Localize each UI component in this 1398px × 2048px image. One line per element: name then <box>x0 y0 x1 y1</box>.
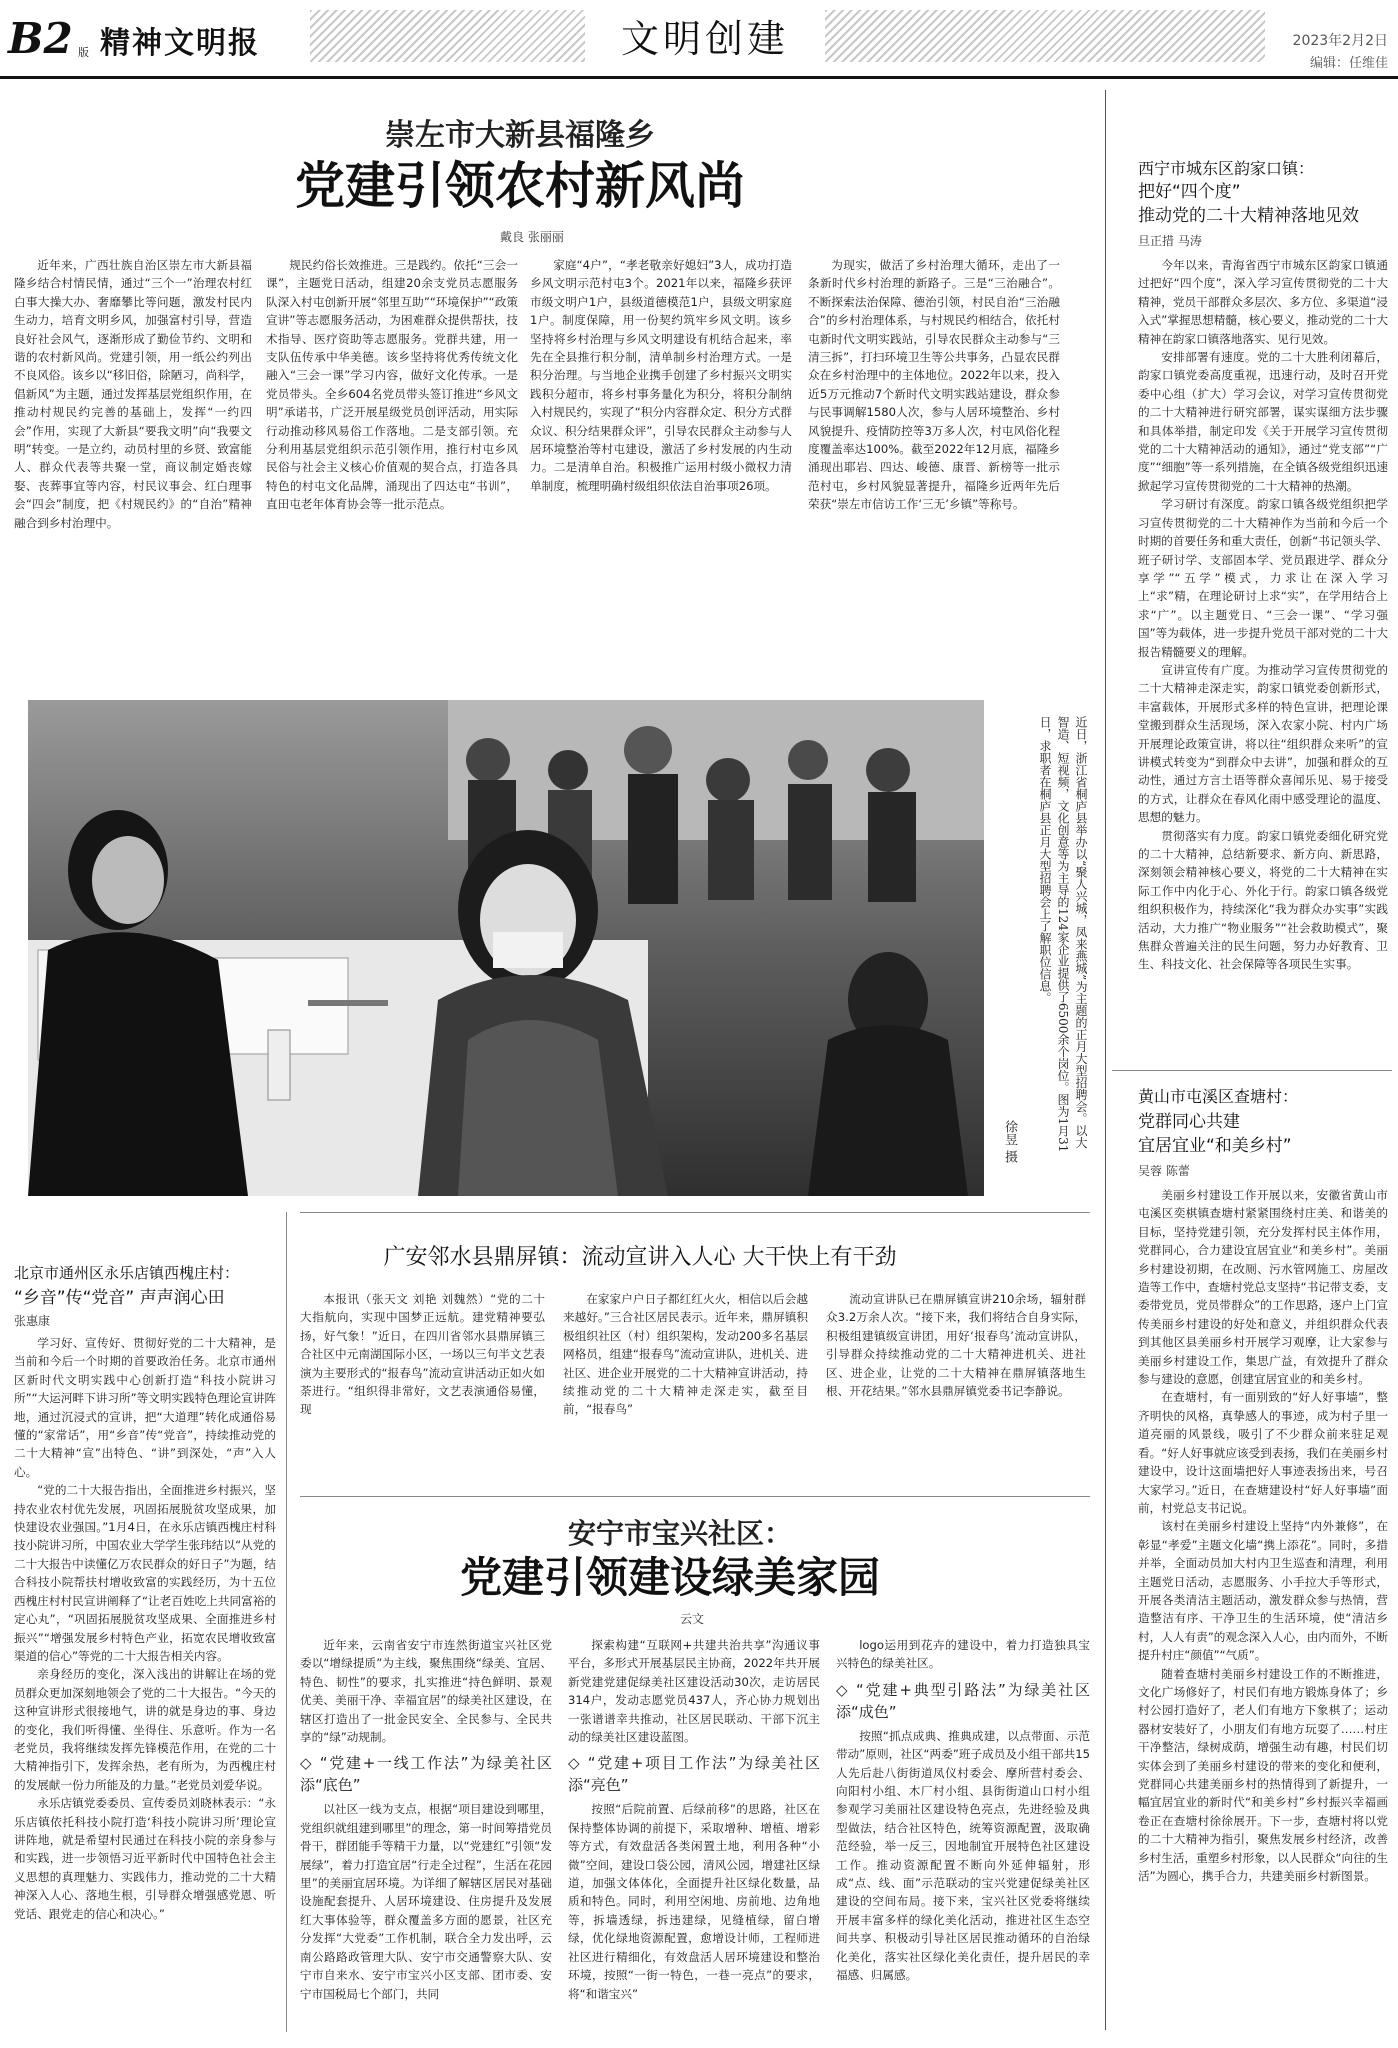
anning-paragraph: 近年来，云南省安宁市连然街道宝兴社区党委以“增绿提质”为主线，聚焦围绕“绿美、宜居、特色、韧性”的要求，扎实推进“持色鲜明、景观优美、美丽干净、幸福宜居”的绿美社区建设，在辖区打造出了一批金民安全、全民参与、全民共享的“绿”动规制。 <box>300 1638 552 1745</box>
masthead: 精神文明报 <box>100 26 260 61</box>
header-pattern-right <box>825 10 1265 62</box>
anning-subhead: ◇ “党建+典型引路法”为绿美社区添“成色” <box>836 1680 1090 1721</box>
guangan-col-2 <box>563 1290 808 1490</box>
guangan-paragraph: 流动宣讲队已在鼎屏镇宣讲210余场，辐射群众3.2万余人次。“接下来，我们将结合自身实际，积极组建镇级宣讲团，用好‘报春鸟’流动宣讲队，引导群众持续推动党的二十大精神进机关、进社区、进企业，让党的二十大精神在鼎屏镇落地生根、开花结果。”邻水县鼎屏镇党委书记李静说。 <box>826 1292 1086 1399</box>
sidebar-paragraph: 宣讲宣传有广度。为推动学习宣传贯彻党的二十大精神走深走实，韵家口镇党委创新形式，丰富载体，开展形式多样的特色宣讲，把理论课堂搬到群众生活现场，深入农家小院、村内广场开展理论政策宣讲，将以往“组织群众来听”的宣讲模式转变为“到群众中去讲”，加强和群众的互动性，通过方言土语等群众喜闻乐见、易于接受的方式，让群众在春风化雨中感受理论的温度、思想的魅力。 <box>1138 662 1388 825</box>
anning-col-2 <box>568 1636 820 2036</box>
page-code-sub: 版 <box>78 46 89 59</box>
news-photo <box>28 700 984 1196</box>
guangan-col-3 <box>826 1290 1086 1490</box>
sidebar-mid-title-1: 黄山市屯溪区查塘村： <box>1138 1087 1299 1106</box>
guangan-paragraph: 本报讯（张天文 刘艳 刘魏然）“党的二十大指航向，实现中国梦正远航。建党精神要弘扬，好气象！”近日，在四川省邻水县鼎屏镇三合社区中元南湖国际小区，一场以三句半文艺表演为主要形式的“报春鸟”流动宣讲活动正如火如荼进行。“组织得非常好，文艺表演通俗易懂，现 <box>300 1292 545 1417</box>
anning-rule <box>300 1496 1090 1497</box>
sidebar-divider-h <box>1112 1070 1392 1071</box>
beijing-byline: 张惠康 <box>14 1314 51 1328</box>
job-fair-photo <box>28 700 984 1196</box>
lead-paragraph: 近年来，广西壮族自治区崇左市大新县福隆乡结合村情民情，通过“三个一”治理农村红白事大操大办、奢靡攀比等问题，激发村民内生动力，培育文明乡风，加强富村引导，营造良好社会风气，逐渐形成了勤俭节约、文明和谐的农村新风尚。党建引领，用一纸公约列出不良风俗。该乡以“移旧俗，除陋习，尚科学，倡新风”为主题，通过发挥基层党组织作用，在推动村规民约完善的基础上，发挥“一约四会”作用，实现了大新县“要我文明”向“我要文明”转变。一是立约，动员村里的乡贤、致富能人、群众代表等共聚一堂，商议制定婚丧嫁娶、丧葬事宜等内容，村民议事会、红白理事会“四会”制度，把《村规民约》的“自治”精神融合到乡村治理中。 <box>14 258 252 530</box>
beijing-divider <box>286 1212 287 2032</box>
lead-paragraph: 家庭“4户”，“孝老敬亲好媳妇”3人，成功打造乡风文明示范村屯3个。2021年以来，福隆乡获评市级文明户1户，县级道德模范1户，县级文明家庭1户。制度保障，用一份契约筑牢乡风文明。该乡坚持将乡村治理与乡风文明建设有机结合起来，率先在全县推行积分制，清单制乡村治理方式。一是积分治理。与当地企业携手创建了乡村振兴文明实践积分超市，将乡村事务量化为积分，将积分制纳入村规民约，实现了“积分内容群众定、积分方式群众议、积分结果群众评”，引导农民群众主动参与人居环境整治等村屯建设，激活了乡村发展的内生动力。二是清单自治。积极推广运用村级小微权力清单制度，梳理明确村级组织依法自治事项26项。 <box>530 258 792 493</box>
anning-paragraph: 以社区一线为支点，根据“项目建设到哪里，党组织就组建到哪里”的理念，第一时间筹措党员骨干，群团能手等精干力量，以“党建红”引领“发展绿”，着力打造宜居“行走全过程”，生活在花园里”的美丽宜居环境。为详细了解辖区居民对基础设施配套提升、人居环境建设、住房提升及发展红大事体验等，群众覆盖多方面的愿景，社区充分发挥“大党委”工作机制，联合全力发出呼，云南公路路政管理大队、安宁市交通警察大队、安宁市自来水、安宁市宝兴小区支部、团市委、安宁市国税局七个部门，共同 <box>300 1802 552 2001</box>
sidebar-paragraph: 该村在美丽乡村建设上坚持“内外兼修”，在彰显“孝爱”主题文化墙“携上添花”。同时，多措并举，全面动员加大村内卫生巡查和清理，利用主题党日活动，志愿服务、小手拉大手等形式，开展各类清洁主题活动，激发群众参与热情，营造整洁有序、干净卫生的生活环境，使“清洁乡村，人人有责”的观念深入人心，由内而外，不断提升村庄“颜值”“气质”。 <box>1138 1519 1388 1663</box>
anning-byline: 云文 <box>680 1612 705 1626</box>
sidebar-top-title-1: 西宁市城东区韵家口镇： <box>1138 159 1315 178</box>
beijing-title-1: 北京市通州区永乐店镇西槐庄村： <box>14 1264 240 1282</box>
header-pattern-left <box>310 10 585 62</box>
lead-col-4 <box>808 256 1060 676</box>
lead-title: 党建引领农村新风尚 <box>295 157 745 215</box>
guangan-rule <box>300 1212 1090 1213</box>
section-title: 文明创建 <box>595 8 815 68</box>
beijing-paragraph: 亲身经历的变化，深入浅出的讲解让在场的党员群众更加深刻地领会了党的二十大报告。“今天的这种宣讲形式很接地气，讲的就是身边的事、身边的变化，我们听得懂、坐得住、乐意听。作为一名老党员，我将继续发挥先锋模范作用，在党的二十大精神指引下，发挥余热，老有所为，为西槐庄村的发展献一份力所能及的力量。”老党员刘爱华说。 <box>14 1667 276 1792</box>
beijing-paragraph: 永乐店镇党委委员、宣传委员刘晓林表示：“永乐店镇依托科技小院打造‘科技小院讲习所’理论宣讲阵地，就是希望村民通过在科技小院的亲身参与和实践，进一步领悟习近平新时代中国特色社会主义思想的真理魅力、实践伟力，推动党的二十大精神深入人心、落地生根，引导群众增强感党恩、听党话、跟党走的信心和决心。” <box>14 1796 276 1921</box>
anning-col-1 <box>300 1636 552 2036</box>
sidebar-paragraph: 随着查塘村美丽乡村建设工作的不断推进，文化广场修好了，村民们有地方锻炼身体了；乡村公园打造好了，老人们有地方下象棋了；运动器材安装好了，小朋友们有地方玩耍了……村庄干净整洁，绿树成荫，增强生动有趣，村民们切实体会到了美丽乡村建设的带来的变化和便利，党群同心共建美丽乡村的热情得到了新提升，一幅宜居宜业的新时代“和美乡村”乡村振兴幸福画卷正在查塘村徐徐展开。下一步，查塘村将以党的二十大精神为指引，聚焦发展乡村经济，改善乡村生活，重塑乡村形象，以人民群众“向往的生活”为圆心，携手合力，共建美丽乡村新图景。 <box>1138 1666 1388 1884</box>
page-header <box>0 0 1398 80</box>
lead-col-3 <box>530 256 792 676</box>
anning-subhead: ◇ “党建+一线工作法”为绿美社区添“底色” <box>300 1754 552 1795</box>
sidebar-paragraph: 今年以来，青海省西宁市城东区韵家口镇通过把好“四个度”，深入学习宣传贯彻党的二十大精神，党员干部群众多层次、多方位、多渠道“浸入式”掌握思想精髓，核心要义，推动党的二十大精神在韵家口镇落地落实、见行见效。 <box>1138 258 1388 346</box>
editor-credit: 编辑：任维佳 <box>1309 56 1388 71</box>
sidebar-top-byline: 旦正措 马涛 <box>1138 234 1202 248</box>
anning-kicker: 安宁市宝兴社区： <box>567 1517 792 1550</box>
beijing-title-2: “乡音”传“党音” 声声润心田 <box>14 1288 225 1308</box>
sidebar-top-title-2: 把好“四个度” <box>1138 182 1241 202</box>
beijing-paragraph: 学习好、宣传好、贯彻好党的二十大精神，是当前和今后一个时期的首要政治任务。北京市通州区新时代文明实践中心创新打造“科技小院讲习所”“大运河畔下讲习所”等文明实践特色理论宣讲阵地，通过沉浸式的宣讲，把“大道理”转化成通俗易懂的“家常话”，用“乡音”传“党音”，持续推动党的二十大精神“宣”出特色、“讲”到深处，“声”入人心。 <box>14 1336 276 1479</box>
sidebar-paragraph: 安排部署有速度。党的二十大胜利闭幕后，韵家口镇党委高度重视，迅速行动，及时召开党委中心组（扩大）学习会议，对学习宣传贯彻党的二十大精神进行研究部署，谋实谋细方法步骤和具体举措，制定印发《关于开展学习宣传贯彻党的二十大精神活动的通知》，通过“党支部”“广度”“细胞”等一系列措施，在全镇各级党组织迅速掀起学习宣传贯彻党的二十大精神的热潮。 <box>1138 350 1388 493</box>
lead-col-1 <box>14 256 252 676</box>
sidebar-paragraph: 在查塘村，有一面别致的“好人好事墙”，整齐明快的风格，真挚感人的事迹，成为村子里一道亮丽的风景线，吸引了不少群众前来驻足观看。“好人好事就应该受到表扬，我们在美丽乡村建设中，设计这面墙把好人事迹表扬出来，号召大家学习。”近日，在查塘建设村“好人好事墙”面前，村党总支书记说。 <box>1138 1390 1388 1515</box>
lead-paragraph: 规民约俗长效推进。三是践约。依托“三会一课”，主题党日活动，组建20余支党员志愿服务队深入村屯创新开展“邻里互助”“环境保护”“政策宣讲”等志愿服务活动，为困难群众提供帮扶，技术指导、医疗资助等志愿服务。党群共建，用一支队伍传承中华美德。该乡坚持将优秀传统文化融入“三会一课”学习内容，做好文化传承。一是党员带头。全乡604名党员带头签订推进“乡风文明”承诺书，广泛开展星级党员创评活动，用实际行动推动移风易俗工作落地。二是支部引领。充分利用基层党组织示范引领作用，推行村屯乡风民俗与社会主义核心价值观的契合点，打造各具特色的村屯文化品牌，涌现出了四达屯“书训”，直田屯老年体育协会等一批示范点。 <box>266 258 518 512</box>
lead-kicker: 崇左市大新县福隆乡 <box>385 118 655 153</box>
guangan-col-1 <box>300 1290 545 1490</box>
anning-paragraph: 探索构建“互联网+共建共治共享”沟通议事平台，多形式开展基层民主协商，2022年共开展新党建党建促绿美社区建设活动30次，走访居民314户，发动志愿党员437人，齐心协力规划出一张谱谱幸共推动，社区居民联动、干部下沉主动的绿美社区建设蓝图。 <box>568 1638 820 1745</box>
sidebar-top-title-3: 推动党的二十大精神落地见效 <box>1138 206 1359 226</box>
anning-subhead: ◇ “党建+项目工作法”为绿美社区添“亮色” <box>568 1754 820 1795</box>
anning-paragraph: 按照“后院前置、后绿前移”的思路，社区在保持整体协调的前提下，采取增种、增植、增彩等方式，有效盘活各类闲置土地，利用各种“小微”空间，建设口袋公园，清风公园，增建社区绿道，加强文体体化，全面提升社区绿化数量，品质和特色。同时，利用空闲地、房前地、边角地等，拆墙透绿，拆违建绿，见缝植绿，留白增绿，优化绿地资源配置，愈增设计师，工程师进社区进行精细化，有效盘活人居环境建设和整治环境，按照“一街一特色，一巷一亮点”的要求，将“和谐宝兴” <box>568 1802 820 2001</box>
lead-paragraph: 为现实，做活了乡村治理大循环，走出了一条新时代乡村治理的新路子。三是“三治融合”。不断探索法治保障、德治引领，村民自治“三治融合”的乡村治理体系，与村规民约相结合，依托村屯新时代文明实践站，引导农民群众主动参与“三清三拆”，打扫环境卫生等公共事务，凸显农民群众在乡村治理中的主体地位。2022年以来，投入近5万元推动7个新时代文明实践站建设，群众参与民事调解1580人次，参与人居环境整治、乡村风貌提升、疫情防控等3万多人次，村屯风俗化程度覆盖率达100%。截至2022年12月底，福隆乡涌现出耶岩、四达、峻德、康晋、新榜等一批示范村屯，乡村风貌显著提升，福隆乡近两年先后荣获“崇左市信访工作‘三无’乡镇”等称号。 <box>808 258 1060 512</box>
sidebar-mid-title-3: 宜居宜业“和美乡村” <box>1138 1136 1292 1156</box>
anning-paragraph: logo运用到花卉的建设中，着力打造独具宝兴特色的绿美社区。 <box>836 1638 1090 1671</box>
sidebar-mid-byline: 吴蓉 陈蕾 <box>1138 1164 1190 1178</box>
beijing-paragraph: “党的二十大报告指出，全面推进乡村振兴，坚持农业农村优先发展，巩固拓展脱贫攻坚成果，加快建设农业强国。”1月4日，在永乐店镇西槐庄村科技小院讲习所，中国农业大学学生张玮结以“从党的二十大报告中读懂亿万农民群众的好日子”为题，结合科技小院帮扶村增收致富的实践经历，为十五位西槐庄村村民宣讲阐释了“让老百姓吃上共同富裕的定心丸”，“巩固拓展脱贫攻坚成果、全面推进乡村振兴”“增强发展乡村特色产业，拓宽农民增收致富渠道的信心”等党的二十大报告相关内容。 <box>14 1483 276 1663</box>
photo-caption: 近日，浙江省桐庐县举办以“聚人兴城，凤来燕城”为主题的正月大型招聘会。以大智造、短视频，文化创意等为主导的124家企业提供了6500余个岗位。图为1月31日，求职者在桐庐县正月大型招聘会上了解职位信息。 <box>1038 716 1088 1153</box>
anning-col-3 <box>836 1636 1090 2036</box>
sidebar-mid-title-2: 党群同心共建 <box>1138 1112 1240 1132</box>
issue-date: 2023年2月2日 <box>1292 33 1388 49</box>
guangan-headline: 广安邻水县鼎屏镇：流动宣讲入人心 大干快上有干劲 <box>383 1245 897 1270</box>
sidebar-paragraph: 美丽乡村建设工作开展以来，安徽省黄山市屯溪区奕棋镇查塘村紧紧围绕村庄美、和谐美的目标，坚持党建引领，充分发挥村民主体作用，党群同心，合力建设宜居宜业“和美乡村”。美丽乡村建设初期，在改厕、污水管网施工、房屋改造等工作中，查塘村党总支坚持“书记带支委，支委带党员，党员带群众”的工作思路，逐户上门宣传美丽乡村建设的好处和意义，并组织群众代表到其他区县美丽乡村开展学习观摩，让大家参与美丽乡村建设工作，集思广益，有效提升了群众参与建设的意愿，创建宜居宜业的和美乡村。 <box>1138 1188 1388 1387</box>
sidebar-mid-body <box>1138 1186 1388 2036</box>
header-rule <box>0 76 1398 79</box>
page-code: B2 <box>8 14 73 63</box>
anning-title: 党建引领建设绿美家园 <box>459 1553 880 1602</box>
beijing-body <box>14 1334 276 2034</box>
anning-paragraph: 按照“抓点成典、推典成建，以点带面、示范带动”原则，社区“两委”班子成员及小组干部共15人先后赴八街街道凤仪村委会、摩所营村委会、向阳村小组、木厂村小组、县街街道山口村小组参观学习美丽社区建设特色亮点，先进经验及典型做法，结合社区特色，统筹资源配置，汲取确范经验，举一反三，因地制宜开展特色社区建设工作。推动资源配置不断向外延伸辐射，形成“点、线、面”示范联动的宝兴党建促绿美社区建设的空间布局。接下来，宝兴社区党委将继续开展丰富多样的绿化美化活动，推进社区生态空间共享、积极动引导社区居民推动循环的自治绿化美化，落实社区绿化美化责任，提升居民的幸福感、归属感。 <box>836 1728 1090 1983</box>
guangan-paragraph: 在家家户户日子都红红火火，相信以后会越来越好。”三合社区居民表示。近年来，鼎屏镇积极组织社区（村）组织架构，发动200多名基层网格员，组建“报春鸟”流动宣讲队，进机关、进社区、进企业开展党的二十大精神宣讲活动，持续推动党的二十大精神走深走实，截至目前，“报春鸟” <box>563 1292 808 1417</box>
sidebar-top-body <box>1138 256 1388 1106</box>
sidebar-paragraph: 学习研讨有深度。韵家口镇各级党组织把学习宣传贯彻党的二十大精神作为当前和今后一个时期的首要任务和重大责任，创新“书记领头学、班子研讨学、支部固本学、党员跟进学、群众分享学”“五学”模式，力求让在深入学习上“求”精，在理论研讨上求“实”，在学用结合上求“广”。以主题党日、“三会一课”、“学习强国”等为载体，进一步提升党员干部对党的二十大报告精髓要义的理解。 <box>1138 497 1388 659</box>
lead-col-2 <box>266 256 518 676</box>
photo-credit: 徐昱 摄 <box>1002 1120 1017 1164</box>
sidebar-paragraph: 贯彻落实有力度。韵家口镇党委细化研究党的二十大精神，总结新要求、新方向、新思路，深刻领会精神核心要义，将党的二十大精神在实际工作中内化于心、外化于行。韵家口镇各级党组织积极作为，持续深化“我为群众办实事”实践活动，大力推广“物业服务”“社会救助模式”，聚焦群众普遍关注的民生问题，努力办好教育、卫生、科技文化、社会保障等各项民生实事。 <box>1138 828 1388 972</box>
sidebar-divider <box>1105 90 1106 2030</box>
lead-byline: 戴良 张丽丽 <box>500 230 564 244</box>
